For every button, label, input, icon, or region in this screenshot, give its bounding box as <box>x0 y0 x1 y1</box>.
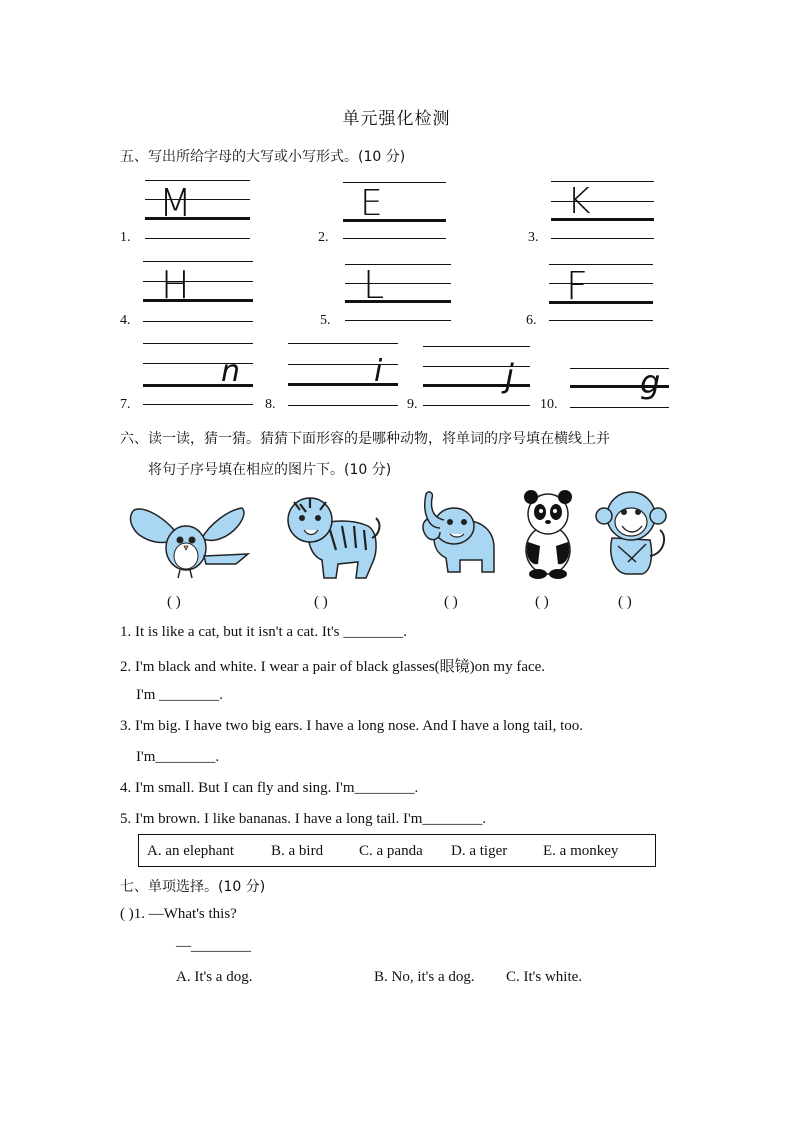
letter-grid-9 <box>423 346 530 406</box>
item-number: 10. <box>540 397 558 412</box>
option-a: A. an elephant <box>147 843 235 859</box>
option-c: C. a panda <box>359 843 423 859</box>
sentence-3-answer: I'm________. <box>136 749 220 765</box>
item-number: 2. <box>318 230 329 245</box>
letter-glyph: n <box>221 354 241 389</box>
bird-icon <box>124 498 254 580</box>
letter-grid-3 <box>551 181 654 239</box>
item-number: 5. <box>320 313 331 328</box>
letter-glyph: F <box>566 264 588 308</box>
item-number: 6. <box>526 313 537 328</box>
option-d: D. a tiger <box>451 843 508 859</box>
answer-line: —________ <box>176 938 251 954</box>
item-number: 3. <box>528 230 539 245</box>
sentence-3: 3. I'm big. I have two big ears. I have a long nose. And I have a long tail, too. <box>120 718 584 734</box>
tiger-icon <box>280 490 382 582</box>
sentence-1: 1. It is like a cat, but it isn't a cat. It's ________. <box>120 624 408 640</box>
elephant-icon <box>410 488 502 580</box>
options-box <box>138 834 656 867</box>
letter-grid-4 <box>143 261 253 322</box>
page-title: 单元强化检测 <box>342 109 451 129</box>
item-number: 1. <box>120 230 131 245</box>
letter-glyph: j <box>505 357 514 395</box>
letter-grid-10 <box>570 363 669 408</box>
monkey-icon <box>592 486 670 580</box>
letter-grid-6 <box>549 264 653 321</box>
item-number: 7. <box>120 397 131 412</box>
sentence-4: 4. I'm small. But I can fly and sing. I'm________. <box>120 780 419 796</box>
sentence-2-answer: I'm ________. <box>136 687 223 703</box>
letter-glyph: K <box>567 181 591 222</box>
letter-grid-5 <box>345 264 451 321</box>
choice-c: C. It's white. <box>506 969 583 985</box>
section5-heading: 五、写出所给字母的大写或小写形式。(10 分) <box>120 149 406 165</box>
answer-paren[interactable]: ( ) <box>314 594 328 610</box>
section6-heading-line1: 六、读一读，猜一猜。猜猜下面形容的是哪种动物，将单词的序号填在横线上并 <box>120 431 610 447</box>
section6-heading-line2: 将句子序号填在相应的图片下。(10 分) <box>148 462 392 478</box>
letter-grid-7 <box>143 343 253 405</box>
answer-paren[interactable]: ( ) <box>535 594 549 610</box>
letter-grid-1 <box>145 180 250 240</box>
choice-b: B. No, it's a dog. <box>374 969 475 985</box>
sentence-2: 2. I'm black and white. I wear a pair of black glasses(眼镜)on my face. <box>120 659 546 675</box>
letter-glyph: E <box>360 183 383 224</box>
letter-glyph: g <box>640 363 661 401</box>
letter-glyph: H <box>161 263 190 307</box>
letter-grid-8 <box>288 343 398 406</box>
letter-glyph: L <box>363 263 385 307</box>
item-number: 4. <box>120 313 131 328</box>
item-number: 8. <box>265 397 276 412</box>
sentence-5: 5. I'm brown. I like bananas. I have a long tail. I'm________. <box>120 811 487 827</box>
letter-grid-2 <box>343 182 446 240</box>
option-b: B. a bird <box>271 843 324 859</box>
option-e: E. a monkey <box>543 843 619 859</box>
letter-glyph: i <box>374 354 383 389</box>
panda-icon <box>520 488 576 580</box>
choice-a: A. It's a dog. <box>176 969 253 985</box>
item-number: 9. <box>407 397 418 412</box>
section7-heading: 七、单项选择。(10 分) <box>120 879 266 895</box>
answer-paren[interactable]: ( ) <box>444 594 458 610</box>
answer-paren[interactable]: ( ) <box>167 594 181 610</box>
letter-glyph: M <box>159 181 192 225</box>
answer-paren[interactable]: ( ) <box>618 594 632 610</box>
question-1: ( )1. —What's this? <box>120 906 237 922</box>
